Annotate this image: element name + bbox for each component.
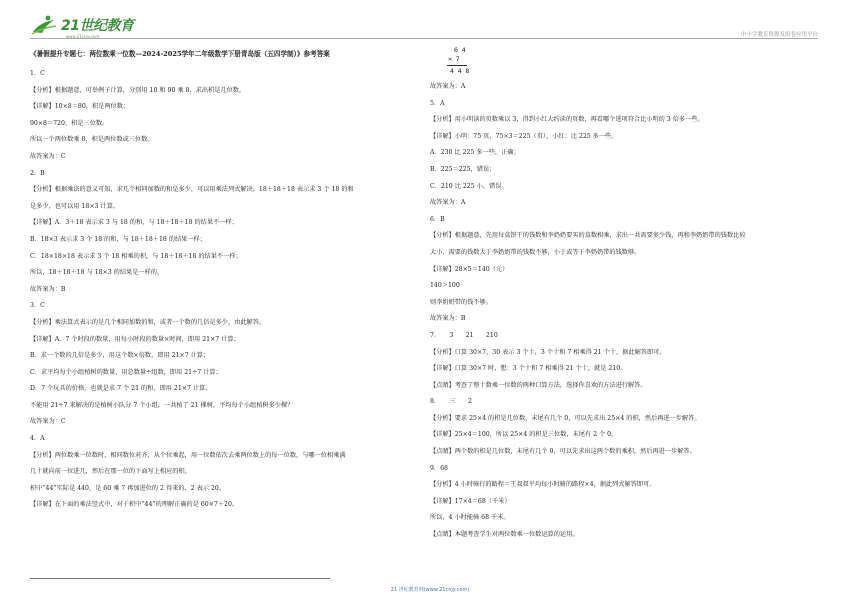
text-line: 几十就向前一位进几，然后在那一位的下面写上相应的积。 <box>30 468 191 476</box>
text-line: 故答案为：B <box>30 285 66 293</box>
text-line: 【点睛】本题考查学生对两位数乘一位数运算的运用。 <box>430 531 579 539</box>
text-line: B．18×3 表示求 3 个 18 的和，与 18＋18＋18 的结果一样； <box>30 235 206 243</box>
document-title: 《暑假提升专题七：两位数乘一位数—2024-2025学年二年级数学下册青岛版（五四学制）》参考答案 <box>30 50 330 58</box>
text-line: D．7 个玩具的价格，也就是求 7 个 21 的和，即用 21×7 计算。 <box>30 385 212 393</box>
logo-text: 21世纪教育 <box>61 18 134 34</box>
text-line: 积中“44”实际是 440，是 60 乘 7 再加进位的 2 得来的，2 表示 20。 <box>30 484 226 492</box>
text-line: 不能用 21÷7 来解决的是植树小队分 7 个小组，一共植了 21 棵树，平均每个小组植树多少棵？ <box>30 401 294 409</box>
text-line: 9．68 <box>430 464 448 472</box>
text-line: 是多少，也可以用 18×3 计算。 <box>30 202 119 210</box>
text-line: 【分析】根据题意，先用每盒饼干的钱数和李奶奶要买的盒数相乘，求出一共需要多少钱，再和李奶奶带的钱数比较 <box>430 232 746 240</box>
text-line: 90×8＝720，积是三位数。 <box>30 119 109 127</box>
text-line: 所以一个两位数乘 8，积是两位数或三位数。 <box>30 136 154 144</box>
header-divider <box>30 38 818 39</box>
text-line: 大小，需要的钱数大于李奶奶带的钱数不够，小于或等于李奶奶带的钱数够。 <box>430 248 641 256</box>
text-line: B．求一个数的几倍是多少，用这个数×倍数，即用 21×7 计算； <box>30 352 210 360</box>
text-line: 所以，4 小时能骑 68 千米。 <box>430 514 510 522</box>
text-line: 则李奶奶带的钱不够。 <box>430 298 492 306</box>
text-line: 【分析】两位数乘一位数时，相同数位对齐，从个位乘起，用一位数依次去乘两位数上的每一位数，与哪一位相乘满 <box>30 451 346 459</box>
text-line: 故答案为：A <box>430 199 466 207</box>
footer-source: 21 世纪教育网(www.21cnjy.com) <box>390 587 470 593</box>
text-line: 故答案为：C <box>30 418 66 426</box>
text-line: 【分析】乘法算式表示的是几个相同加数的和，或者一个数的几倍是多少，由此解答。 <box>30 318 266 326</box>
text-line: C．210 比 225 小，错误。 <box>430 182 508 190</box>
text-line: 【点睛】两个数的积是几位数，末尾有几个 0，可以先求出这两个数的乘积，然后再进一步解答。 <box>430 448 696 456</box>
platform-name: 中小学教育资源及组卷应用平台 <box>740 32 818 38</box>
text-line: 【详解】口算 30×7 时，想：3 个十和 7 相乘得 21 个十，就是 210。 <box>430 365 627 373</box>
text-line: 5．A <box>430 99 445 107</box>
text-line: 【分析】根据题意，可举例子计算，分别用 10 和 90 乘 8，求出积是几位数。 <box>30 86 246 94</box>
text-line: 【详解】小明：75 页，75×3＝225（页），小红：比 225 多一些。 <box>430 132 618 140</box>
left-column <box>30 48 430 517</box>
text-line: 7． 3 21 210 <box>430 331 498 339</box>
text-line: C．求平均每个小组植树的数量，用总数量÷组数，即用 21÷7 计算； <box>30 368 222 376</box>
text-line: 【分析】要求 25×4 的积是几位数，末尾有几个 0，可以先求出 25×4 的积，然后再进一步解答。 <box>430 414 701 422</box>
text-line: 【详解】A．3＋18 表示求 3 与 18 的和，与 18＋18＋18 的结果不一样； <box>30 219 238 227</box>
text-line: 8． 三 2 <box>430 398 472 406</box>
text-line: 【详解】25×4＝100，所以 25×4 的积是三位数，末尾有 2 个 0。 <box>430 431 618 439</box>
text-line: 【分析】用小明读的页数乘以 3，得到小红大约读的页数，再看哪个选项符合比小明的 3 倍多一些。 <box>430 116 704 124</box>
text-line: 2．B <box>30 169 45 177</box>
text-line: 【详解】28×5＝140（元） <box>430 265 509 273</box>
vcalc-top: 6 4 <box>454 46 466 54</box>
logo-url: www.21cnjy.com <box>66 34 100 39</box>
right-column <box>430 48 830 547</box>
text-line: 【详解】10×8＝80，积是两位数； <box>30 103 130 111</box>
text-line: 【分析】4 小时骑行的路程＝王叔叔平均每小时骑的路程×4，据此列式解答即可。 <box>430 481 656 489</box>
text-line: 【分析】口算 30×7，30 表示 3 个十，3 个十和 7 相乘得 21 个十，据此解答即可。 <box>430 348 666 356</box>
text-line: 【详解】A．7 个时段的数量，用每小时段的数量×时间，即用 21×7 计算； <box>30 335 240 343</box>
text-line: 【详解】在下面的乘法竖式中，对于积中“44”的理解正确的是 60×7＋20。 <box>30 501 239 509</box>
text-line: 6．B <box>430 215 445 223</box>
text-line: 4．A <box>30 435 45 443</box>
vcalc-multiplier: × 7 <box>448 55 460 63</box>
text-line: C．18×18×18 表示求 3 个 18 相乘的积，与 18＋18＋18 的结果不一样； <box>30 252 242 260</box>
text-line: 【点睛】考查了整十数乘一位数的两种口算方法，选择你喜欢的方法进行解答。 <box>430 381 647 389</box>
vertical-multiplication <box>430 46 490 82</box>
right-text-block <box>430 82 830 539</box>
text-line: 3．C <box>30 302 45 310</box>
vcalc-bar <box>447 65 467 66</box>
text-line: 140＞100 <box>430 282 460 290</box>
runner-logo-icon <box>30 14 58 36</box>
left-text-block <box>30 69 430 509</box>
text-line: 故答案为：A <box>430 83 466 90</box>
text-line: A．230 比 225 多一些，正确； <box>430 149 520 157</box>
footer-divider <box>30 578 330 579</box>
text-line: 【详解】17×4＝68（千米） <box>430 497 511 505</box>
text-line: 1．C <box>30 70 45 77</box>
text-line: 故答案为：C <box>30 152 66 160</box>
vcalc-result: 4 4 8 <box>450 67 470 75</box>
text-line: 【分析】根据乘法的意义可知，求几个相同加数的和是多少，可以用乘法列式解决。18＋18＋18 表示求 3 个 18 的和 <box>30 186 354 194</box>
text-line: B．225＝225，错误； <box>430 165 496 173</box>
text-line: 所以，18＋18＋18 与 18×3 的结果是一样的。 <box>30 269 164 277</box>
site-logo <box>30 14 134 39</box>
text-line: 故答案为：B <box>430 315 466 323</box>
